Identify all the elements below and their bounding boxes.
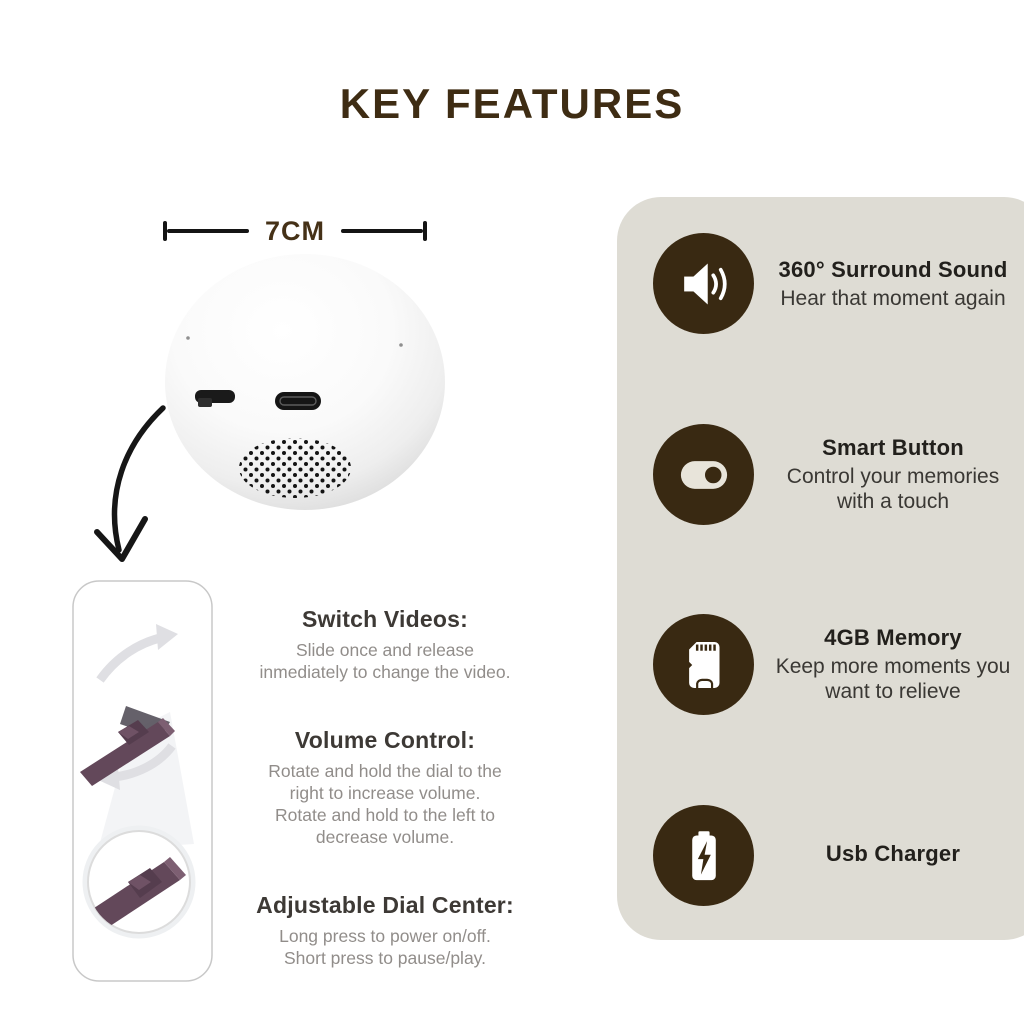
- measure-left-line: [167, 229, 249, 233]
- instruction-heading: Switch Videos:: [302, 606, 468, 632]
- dimension-label: 7CM: [265, 215, 326, 246]
- feature-line: Keep more moments you: [775, 655, 1011, 678]
- speaker-icon: [653, 233, 754, 334]
- usb-c-port: [275, 392, 321, 410]
- instruction-adjustable-dial: [225, 892, 545, 969]
- feature-text: [762, 435, 1024, 514]
- instruction-heading: Volume Control:: [294, 727, 476, 753]
- feature-line: Control your memories: [786, 465, 1000, 488]
- feature-text: [762, 257, 1024, 311]
- instruction-line: Slide once and release: [295, 640, 475, 660]
- speaker-grille: [239, 438, 351, 498]
- instruction-line: right to increase volume.: [289, 783, 481, 803]
- feature-title: Smart Button: [822, 435, 964, 460]
- instruction-line: Long press to power on/off.: [279, 926, 491, 946]
- mic-hole-right: [399, 343, 403, 347]
- toggle-icon: [653, 424, 754, 525]
- feature-line: Hear that moment again: [780, 286, 1006, 310]
- curved-arrow-icon: [85, 402, 180, 577]
- instruction-line: inmediately to change the video.: [259, 662, 511, 682]
- slider-detail-panel: [72, 580, 213, 982]
- instruction-line: Rotate and hold the dial to the: [268, 761, 502, 781]
- mic-hole-left: [186, 336, 190, 340]
- sd-card-icon: [653, 614, 754, 715]
- feature-text: [762, 841, 1024, 870]
- feature-smart-button: [617, 424, 1024, 525]
- instruction-line: Rotate and hold to the left to: [275, 805, 495, 825]
- instruction-line: Short press to pause/play.: [283, 948, 486, 968]
- feature-line: want to relieve: [825, 680, 961, 703]
- feature-memory: [617, 614, 1024, 715]
- feature-text: [762, 625, 1024, 704]
- feature-surround-sound: [617, 233, 1024, 334]
- feature-title: 4GB Memory: [824, 625, 962, 650]
- measure-right-cap: [423, 221, 427, 241]
- page-title: KEY FEATURES: [339, 80, 685, 127]
- instruction-volume-control: [225, 727, 545, 848]
- instructions-column: [225, 606, 545, 969]
- feature-usb-charger: [617, 805, 1024, 906]
- instruction-heading: Adjustable Dial Center:: [256, 892, 514, 918]
- battery-icon: [653, 805, 754, 906]
- product-device-image: [160, 252, 450, 520]
- measure-right-line: [341, 229, 423, 233]
- dimension-measure: [163, 216, 427, 246]
- feature-line: with a touch: [836, 490, 950, 513]
- feature-title: 360° Surround Sound: [778, 256, 1008, 282]
- features-panel: [617, 197, 1024, 940]
- feature-title: Usb Charger: [825, 841, 961, 866]
- instruction-line: decrease volume.: [315, 827, 455, 847]
- instruction-switch-videos: [225, 606, 545, 683]
